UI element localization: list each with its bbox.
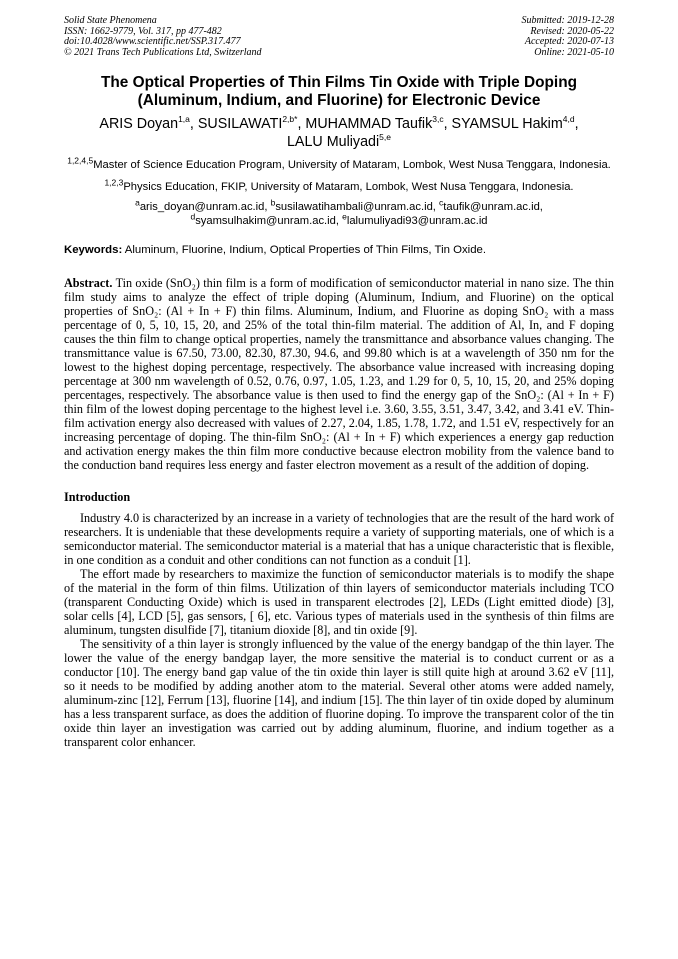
author-name: LALU Muliyadi: [286, 134, 380, 150]
journal-info: [64, 16, 262, 58]
affiliation-1: [64, 155, 614, 172]
email-sup: d: [190, 211, 196, 222]
email-sup: e: [342, 211, 347, 222]
paragraph: The effort made by researchers to maximize the function of semiconductor materials is to modify the shape of the material in the form of thin films. Utilization of thin layers of semiconductor materials including TCO (transparent Conducting Oxide) which is used in transparent electrodes [2], LEDs (Light emitted diode) [3], solar cells [4], LCD [5], gas sensors, [ 6], etc. Various types of materials used in the synthesis of thin films are aluminum, tungsten disulfide [7], titanium dioxide [8], and tin oxide [9].: [64, 567, 614, 637]
keywords-label: Keywords:: [64, 244, 123, 256]
affiliation-sup: 1,2,3: [104, 177, 124, 188]
author-name: SYAMSUL Hakim: [451, 116, 563, 132]
journal-name: Solid State Phenomena: [64, 15, 157, 26]
introduction-heading: Introduction: [64, 490, 131, 504]
author-sup: 4,d: [562, 114, 575, 125]
paper-title: The Optical Properties of Thin Films Tin Oxide with Triple Doping (Aluminum, Indium, and Fluorine) for Electronic Device: [100, 74, 577, 109]
email-sup: a: [135, 197, 140, 208]
journal-header: [64, 16, 614, 58]
email-address[interactable]: syamsulhakim@unram.ac.id,: [195, 215, 339, 227]
author-name: MUHAMMAD Taufik: [305, 116, 433, 132]
author-list: ARIS Doyan$^{1,a}$, $SUSILAWATI^{2,b*}$, MUHAMMAD Taufik$^{3,c}$, SYAMSUL Hakim$^{4,d}$, LALU Muliyadi$^{5,e}$: [99, 114, 579, 150]
journal-issn: ISSN: 1662-9779, Vol. 317, pp 477-482: [64, 25, 222, 37]
date-submitted: Submitted: 2019-12-28: [521, 15, 614, 26]
author-name: ARIS Doyan: [99, 116, 179, 132]
author-sup: 3,c: [432, 114, 444, 125]
author-sup: 1,a: [178, 114, 190, 125]
affiliation-text: Physics Education, FKIP, University of Mataram, Lombok, West Nusa Tenggara, Indonesia.: [123, 181, 574, 193]
abstract-text: Tin oxide (SnO₂) thin film is a form of modification of semiconductor material in nano size. The thin film study aims to analyze the effect of triple doping (Aluminum, Indium, and Fluorine) on the optical properties of SnO₂: (Al + In + F) thin films. Aluminum, Indium, and Fluorine as doping SnO₂ with a mass percentage of 0, 5, 10, 15, 20, and 25% of the total thin-film material. The addition of Al, In, and F doping causes the thin film to change optical properties, namely the transmittance and absorbance values changing. The transmittance value is 67.50, 73.00, 82.30, 87.30, 94.6, and 99.80 which is at a wavelength of 350 nm for the lowest to the highest doping percentage, respectively. The absorbance value increased with increasing doping percentage at 300 nm wavelength of 0.52, 0.76, 0.97, 1.05, 1.23, and 1.29 for 0, 5, 10, 15, 20, and 25% doping percentages, respectively. The absorbance value is then used to find the energy gap of the SnO₂: (Al + In + F) thin film of the lowest doping percentage to the highest level i.e. 3.60, 3.55, 3.51, 3.47, 3.42, and 3.41 eV. Thin-film activation energy also decreased with values of 2.27, 2.04, 1.85, 1.78, 1.72, and 1.51 eV, respectively for an increasing percentage of doping. The thin-film SnO₂: (Al + In + F) which experiences a energy gap reduction and activation energy makes the thin film more conductive because electron mobility from the valence band to the conduction band requires less energy and faster electron movement as a result of the addition of doping.: [64, 276, 614, 472]
abstract-label: Abstract.: [64, 276, 113, 290]
email-list: [64, 197, 614, 228]
affiliation-text: Master of Science Education Program, University of Mataram, Lombok, West Nusa Tenggara, Indonesia.: [93, 159, 611, 171]
keywords: [64, 243, 614, 257]
keywords-text: Aluminum, Fluorine, Indium, Optical Properties of Thin Films, Tin Oxide.: [124, 244, 487, 256]
introduction-body: [64, 511, 614, 749]
paragraph: Industry 4.0 is characterized by an increase in a variety of technologies that are the result of the hard work of researchers. It is undeniable that these developments require a variety of supporting materials, one of which is a semiconductor material. The semiconductor material is a material that has a unique characteristic that is flexible, in one condition as a conduit and other conditions can not function as a conduit [1].: [64, 511, 614, 567]
email-address[interactable]: taufik@unram.ac.id,: [443, 201, 543, 213]
date-online: Online: 2021-05-10: [534, 46, 614, 58]
abstract: [64, 276, 614, 472]
date-accepted: Accepted: 2020-07-13: [524, 36, 614, 47]
author-name: SUSILAWATI: [197, 116, 283, 132]
email-address[interactable]: aris_doyan@unram.ac.id,: [139, 201, 268, 213]
journal-doi: doi:10.4028/www.scientific.net/SSP.317.477: [64, 36, 241, 47]
email-address[interactable]: lalumuliyadi93@unram.ac.id: [346, 215, 488, 227]
affiliation-sup: 1,2,4,5: [67, 155, 94, 166]
journal-copyright: © 2021 Trans Tech Publications Ltd, Switzerland: [64, 46, 262, 58]
paragraph: The sensitivity of a thin layer is strongly influenced by the value of the energy bandgap of the thin layer. The lower the value of the energy bandgap layer, the more sensitive the material is to conduct current or as a conductor [10]. The energy band gap value of the tin oxide thin layer is still quite high at around 3.62 eV [11], so it needs to be modified by adding another atom to the material. Several other atoms were added namely, aluminum-zinc [12], Ferrum [13], fluorine [14], and indium [15]. The thin layer of tin oxide doped by aluminum has a less transparent surface, as does the addition of fluorine doping. To improve the transparent color of the tin oxide thin layer an investigation was carried out by adding aluminum, fluorine, and indium together as a transparent color enhancer.: [64, 637, 614, 749]
email-sup: b: [270, 197, 276, 208]
affiliation-2: [64, 177, 614, 194]
date-revised: Revised: 2020-05-22: [530, 25, 614, 37]
author-sup: 2,b*: [282, 114, 298, 125]
author-sup: 5,e: [379, 132, 391, 143]
paper-page: [64, 16, 614, 749]
email-address[interactable]: susilawatihambali@unram.ac.id,: [275, 201, 436, 213]
email-sup: c: [439, 197, 444, 208]
submission-dates: [522, 16, 615, 58]
